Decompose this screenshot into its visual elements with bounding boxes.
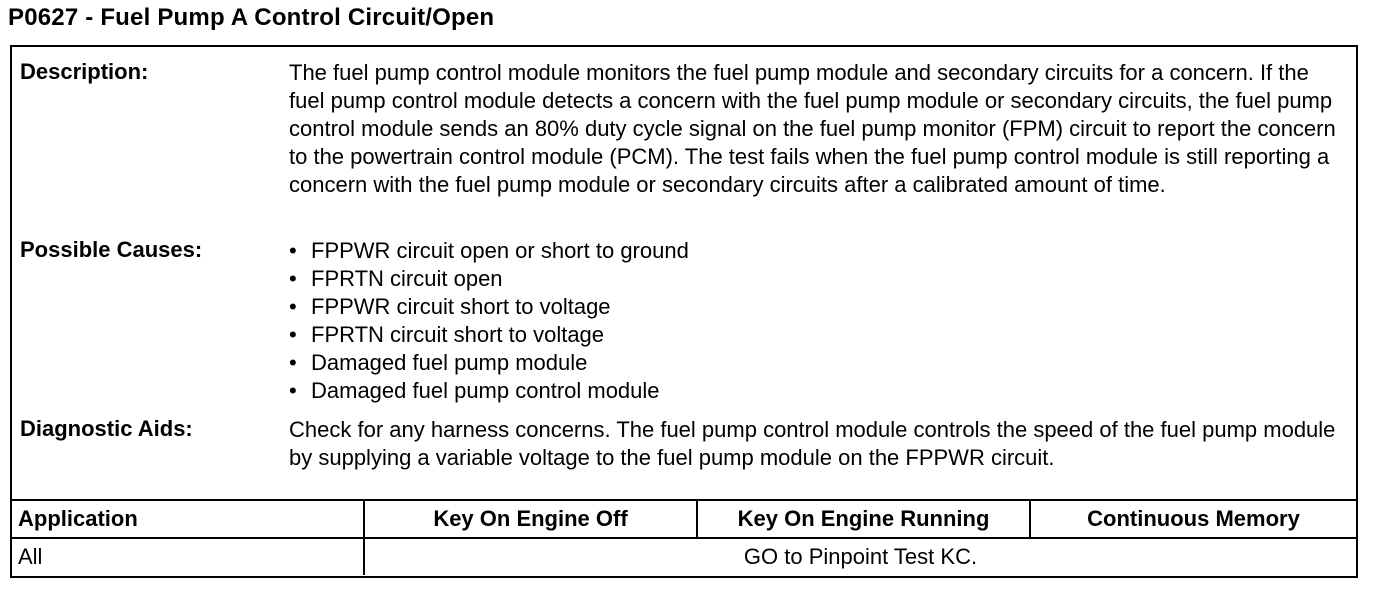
description-text: The fuel pump control module monitors the fuel pump module and secondary circuits for a concern. If the fuel pump control module detects a concern with the fuel pump module or secondary circuits, the fuel pump control module sends an 80% duty cycle signal on the fuel pump monitor (FPM) circuit to report the concern to the powertrain control module (PCM). The test fails when the fuel pump control module is still reporting a concern with the fuel pump module or secondary circuits after a calibrated amount of time. [289, 60, 1336, 197]
header-key-on-engine-off: Key On Engine Off [364, 500, 697, 538]
possible-causes-label: Possible Causes: [20, 237, 203, 262]
page-title: P0627 - Fuel Pump A Control Circuit/Open [8, 4, 495, 31]
cause-item: • FPPWR circuit open or short to ground [289, 237, 1349, 265]
header-continuous-memory: Continuous Memory [1030, 500, 1356, 538]
application-table [12, 499, 1356, 575]
cell-application: All [12, 538, 364, 575]
cause-item: • FPRTN circuit open [289, 265, 1349, 293]
dtc-info-box [10, 45, 1358, 578]
table-row [12, 538, 1356, 575]
cause-item: • Damaged fuel pump control module [289, 377, 1349, 405]
diagnostic-aids-label: Diagnostic Aids: [20, 416, 193, 441]
possible-causes-list [289, 237, 1349, 405]
header-application: Application [12, 500, 364, 538]
cell-action: GO to Pinpoint Test KC. [364, 538, 1356, 575]
diagnostic-aids-text: Check for any harness concerns. The fuel pump control module controls the speed of the fuel pump module by supplying a variable voltage to the fuel pump module on the FPPWR circuit. [289, 417, 1336, 470]
description-label: Description: [20, 59, 149, 84]
header-key-on-engine-running: Key On Engine Running [697, 500, 1030, 538]
table-header-row [12, 500, 1356, 538]
cause-item: • Damaged fuel pump module [289, 349, 1349, 377]
cause-item: • FPPWR circuit short to voltage [289, 293, 1349, 321]
cause-item: • FPRTN circuit short to voltage [289, 321, 1349, 349]
